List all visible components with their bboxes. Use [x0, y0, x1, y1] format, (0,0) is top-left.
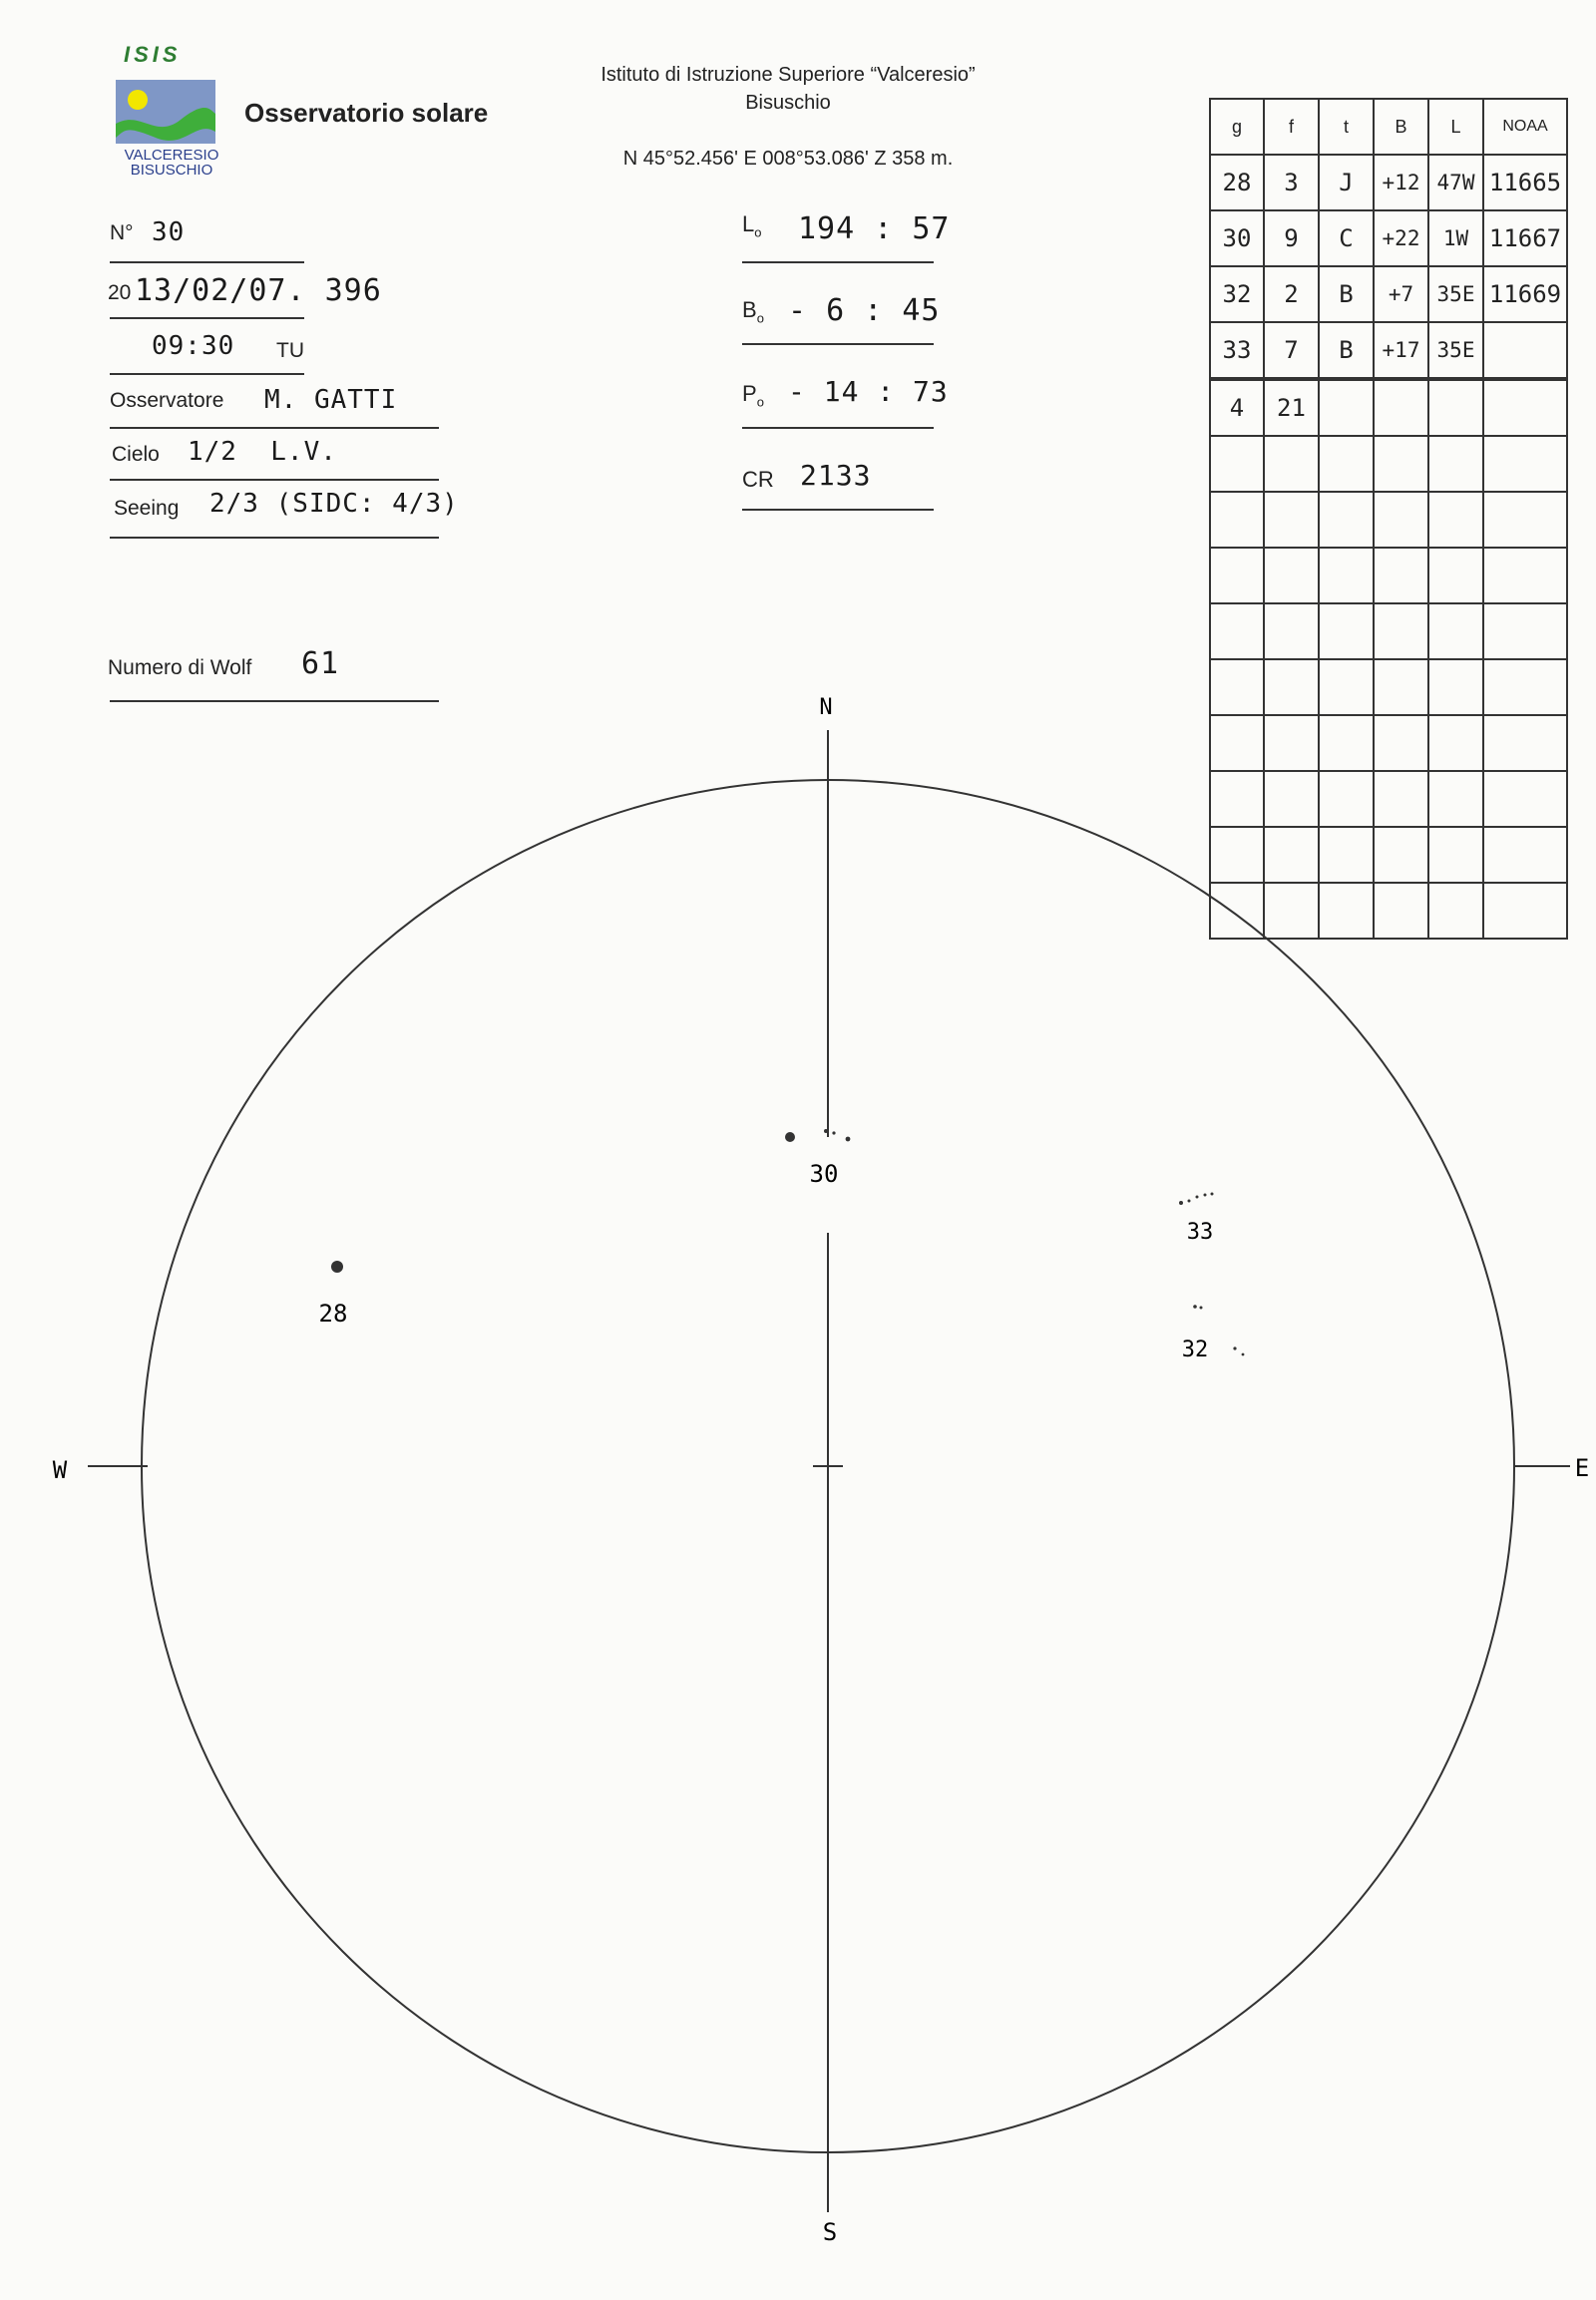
cell-l: 35E — [1428, 266, 1483, 322]
cell-b: +17 — [1374, 322, 1428, 379]
cr-value: 2133 — [800, 459, 872, 492]
north-label: N — [819, 695, 833, 720]
institute-town: Bisuschio — [745, 92, 831, 114]
south-label: S — [822, 2218, 838, 2246]
p0-value: - 14 : 73 — [788, 375, 949, 408]
spot-33 — [1211, 1193, 1214, 1196]
west-label: W — [52, 1456, 68, 1484]
cell-t: C — [1319, 210, 1374, 266]
col-header-f: f — [1264, 99, 1319, 155]
spot-32 — [1242, 1353, 1245, 1356]
logo-text: ISIS — [124, 42, 182, 67]
group-label-30: 30 — [809, 1160, 839, 1188]
cell-noaa: 11667 — [1483, 210, 1567, 266]
total-groups: 4 — [1210, 379, 1264, 436]
institute-name: Istituto di Istruzione Superiore “Valceresio” — [600, 64, 976, 86]
cell-l: 1W — [1428, 210, 1483, 266]
cell-b: +7 — [1374, 266, 1428, 322]
logo-sub-line-1: VALCERESIO — [124, 147, 219, 164]
cell-g: 30 — [1210, 210, 1264, 266]
cell-b: +22 — [1374, 210, 1428, 266]
group-label-33: 33 — [1186, 1220, 1214, 1245]
cell-g: 33 — [1210, 322, 1264, 379]
observer-label: Osservatore — [110, 389, 224, 412]
sky-value: 1/2 L.V. — [188, 437, 337, 467]
sky-label: Cielo — [112, 443, 160, 466]
b0-label: $B_o$ — [742, 297, 764, 326]
cell-l: 47W — [1428, 155, 1483, 210]
date-value: 13/02/07. 396 — [135, 273, 382, 308]
spot-32 — [1193, 1305, 1197, 1309]
date-prefix: 20 — [108, 281, 132, 304]
cell-noaa: 11669 — [1483, 266, 1567, 322]
col-header-l: L — [1428, 99, 1483, 155]
wolf-value: 61 — [301, 646, 340, 681]
b0-value: - 6 : 45 — [788, 293, 941, 328]
spot-32 — [1200, 1307, 1203, 1310]
number-value: 30 — [152, 217, 186, 247]
spot-33 — [1188, 1200, 1191, 1203]
spot-33 — [1179, 1201, 1183, 1205]
spot-30-follower — [846, 1137, 851, 1142]
spot-30-leader — [785, 1132, 795, 1142]
seeing-value: 2/3 (SIDC: 4/3) — [209, 489, 459, 519]
observer-value: M. GATTI — [264, 385, 398, 415]
group-label-28: 28 — [318, 1300, 348, 1328]
east-label: E — [1574, 1454, 1590, 1482]
group-label-32: 32 — [1181, 1338, 1209, 1362]
col-header-g: g — [1210, 99, 1264, 155]
logo-sub-line-2: BISUSCHIO — [130, 162, 213, 179]
cell-t: B — [1319, 322, 1374, 379]
cell-noaa: 11665 — [1483, 155, 1567, 210]
total-spots: 21 — [1264, 379, 1319, 436]
spot-33 — [1196, 1196, 1199, 1199]
spot-28 — [331, 1261, 343, 1273]
spot-30-follower — [832, 1131, 835, 1134]
seeing-label: Seeing — [114, 497, 180, 520]
spot-30-follower — [824, 1129, 828, 1133]
l0-label: $L_o$ — [742, 211, 762, 240]
cell-f: 9 — [1264, 210, 1319, 266]
cell-f: 7 — [1264, 322, 1319, 379]
spot-32 — [1233, 1346, 1236, 1349]
site-coordinates: N 45°52.456' E 008°53.086' Z 358 m. — [622, 148, 954, 170]
l0-value: 194 : 57 — [798, 211, 951, 246]
p0-label: $P_o$ — [742, 381, 764, 410]
observatory-title: Osservatorio solare — [244, 98, 489, 128]
col-header-b: B — [1374, 99, 1428, 155]
cell-t: J — [1319, 155, 1374, 210]
cell-g: 32 — [1210, 266, 1264, 322]
spot-33 — [1204, 1194, 1207, 1197]
cell-g: 28 — [1210, 155, 1264, 210]
time-unit: TU — [276, 339, 304, 362]
cell-b: +12 — [1374, 155, 1428, 210]
cell-t: B — [1319, 266, 1374, 322]
wolf-label: Numero di Wolf — [108, 656, 252, 679]
col-header-t: t — [1319, 99, 1374, 155]
cell-l: 35E — [1428, 322, 1483, 379]
cr-label: CR — [742, 467, 774, 492]
cell-f: 2 — [1264, 266, 1319, 322]
time-value: 09:30 — [152, 331, 235, 361]
col-header-noaa: NOAA — [1483, 99, 1567, 155]
cell-f: 3 — [1264, 155, 1319, 210]
number-label: N° — [110, 221, 134, 244]
